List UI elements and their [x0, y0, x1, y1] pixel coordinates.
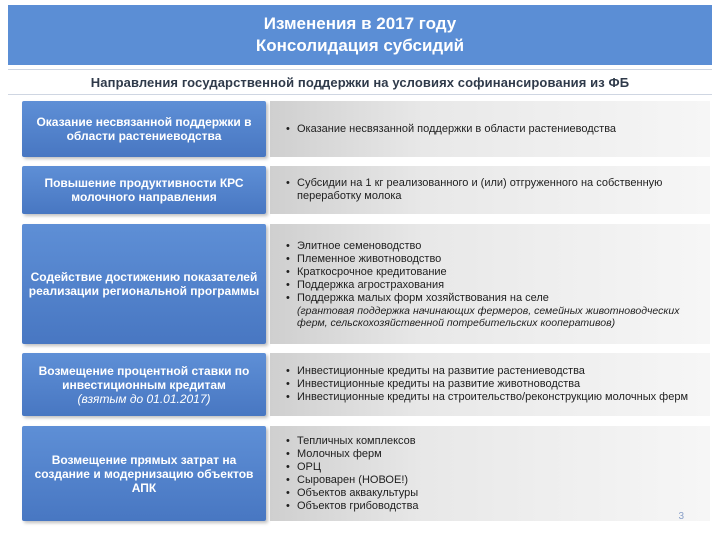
- title-line-1: Изменения в 2017 году: [263, 14, 457, 33]
- direction-label-2: [22, 166, 266, 214]
- direction-label-text: Оказание несвязанной поддержки в области растениеводства: [36, 115, 252, 143]
- list-item: • Поддержка агрострахования: [286, 279, 702, 292]
- list-item: • ОРЦ: [286, 461, 702, 474]
- direction-label-text: Возмещение процентной ставки по инвестиционным кредитам: [38, 363, 250, 392]
- title-line-2: Консолидация субсидий: [255, 36, 465, 55]
- direction-content-3: [270, 224, 710, 344]
- direction-content-1: [270, 101, 710, 157]
- direction-content-2: [270, 166, 710, 214]
- list-item: • Элитное семеноводство: [286, 240, 702, 253]
- direction-label-3: [22, 224, 266, 344]
- list-item: • Объектов аквакультуры: [286, 487, 702, 500]
- list-item: • Сыроварен (НОВОЕ!): [286, 474, 702, 487]
- page-number: 3: [678, 511, 684, 522]
- list-item: • Племенное животноводство: [286, 253, 702, 266]
- list-item: • Субсидии на 1 кг реализованного и (или) отгруженного на собственную переработку молока: [286, 177, 702, 203]
- list-item: • Объектов грибоводства: [286, 500, 702, 513]
- list-item: • Оказание несвязанной поддержки в области растениеводства: [286, 123, 702, 136]
- list-item: • Молочных ферм: [286, 448, 702, 461]
- direction-label-text: Содействие достижению показателей реализации региональной программы: [28, 270, 260, 298]
- list-item: • Инвестиционные кредиты на развитие растениеводства: [286, 365, 702, 378]
- direction-label-text: Возмещение прямых затрат на создание и модернизацию объектов АПК: [34, 452, 254, 495]
- direction-label-note: (взятым до 01.01.2017): [77, 391, 211, 406]
- direction-label-4: [22, 353, 266, 416]
- list-item: • Тепличных комплексов: [286, 435, 702, 448]
- direction-label-text: Повышение продуктивности КРС молочного направления: [44, 176, 244, 204]
- slide-subtitle: Направления государственной поддержки на условиях софинансирования из ФБ: [8, 69, 712, 95]
- list-note: (грантовая поддержка начинающих фермеров, семейных животноводческих ферм, сельскохозяйственной потребительских кооперативов): [297, 304, 680, 329]
- direction-content-5: [270, 426, 710, 521]
- list-item: • Инвестиционные кредиты на строительство/реконструкцию молочных ферм: [286, 391, 702, 404]
- direction-label-5: [22, 426, 266, 521]
- list-item: • Инвестиционные кредиты на развитие животноводства: [286, 378, 702, 391]
- direction-label-1: [22, 101, 266, 157]
- direction-content-4: [270, 353, 710, 416]
- list-item: • Поддержка малых форм хозяйствования на селе: [286, 292, 702, 305]
- slide-title-banner: [8, 5, 712, 65]
- list-item: • Краткосрочное кредитование: [286, 266, 702, 279]
